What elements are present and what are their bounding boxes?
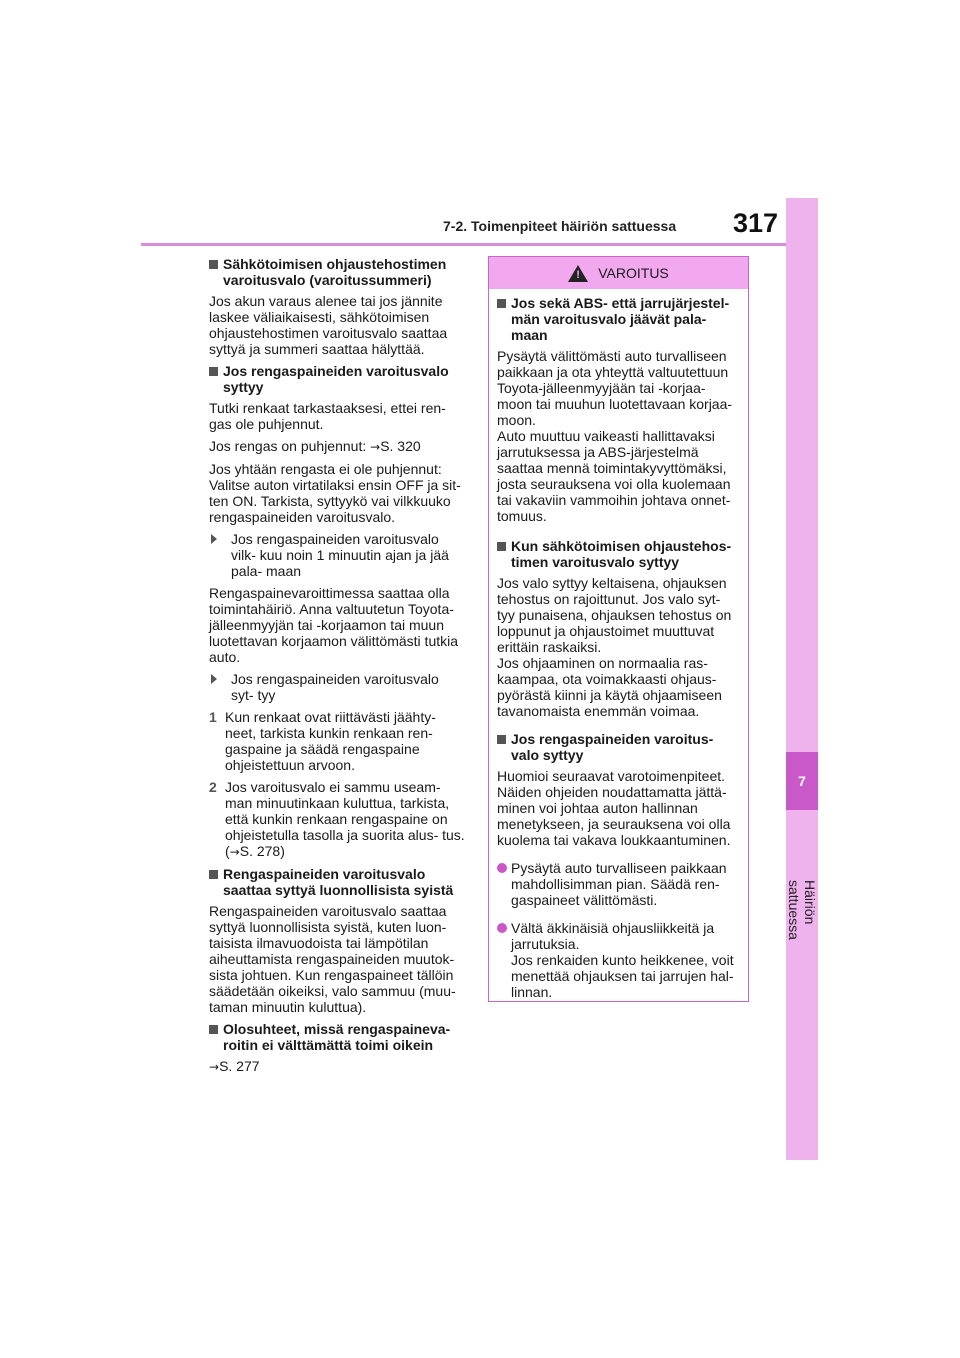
triangle-bullet-icon xyxy=(211,534,227,544)
dot-bullet: Vältä äkkinäisiä ohjausliikkeitä ja jarrutuksia. Jos renkaiden kunto heikkenee, voit menettää ohjauksen tai jarrujen hal- linnan. xyxy=(497,920,740,1000)
paragraph: Tutki renkaat tarkastaaksesi, ettei ren- gas ole puhjennut. xyxy=(209,400,446,432)
paragraph: Jos akun varaus alenee tai jos jännite laskee väliaikaisesti, sähkötoimisen ohjaustehostimen varoitusvalo saattaa syttyä ja summeri saattaa hälyttää. xyxy=(209,293,448,357)
arrow-icon: → xyxy=(229,845,240,859)
square-bullet-icon xyxy=(209,1025,218,1034)
paragraph: Auto muuttuu vaikeasti hallittavaksi jarrutuksessa ja ABS-järjestelmä saattaa mennä toimintakyvyttömäksi, josta seurauksena voi olla kuolemaan tai vakaviin vammoihin johtava onnet- tomuus. xyxy=(497,428,731,524)
page-reference-link[interactable]: S. 277 xyxy=(219,1058,260,1074)
page-number: 317 xyxy=(733,208,779,238)
paragraph: Jos yhtään rengasta ei ole puhjennut: Valitse auton virtatilaksi ensin OFF ja sit- ten ON. Tarkista, syttyykö vai vilkkuuko rengaspaineiden varoitusvalo. xyxy=(209,461,461,525)
arrow-icon: → xyxy=(209,1060,220,1074)
left-column xyxy=(209,256,465,1081)
warning-box xyxy=(488,256,749,1002)
warning-header xyxy=(489,257,748,289)
circle-bullet-icon xyxy=(497,863,507,873)
warning-heading: Jos rengaspaineiden varoitus- valo syttyy xyxy=(497,731,740,763)
chapter-number[interactable]: 7 xyxy=(786,752,818,810)
warning-title: VAROITUS xyxy=(598,265,669,281)
triangle-bullet-icon xyxy=(211,674,227,684)
circle-bullet-icon xyxy=(497,923,507,933)
paragraph: Jos ohjaaminen on normaalia ras- kaampaa, ota voimakkaasti ohjaus- pyörästä kiinni ja käytä ohjaamiseen tavanomaista enemmän voimaa. xyxy=(497,655,722,719)
chapter-side-tab[interactable] xyxy=(786,198,818,1160)
square-bullet-icon xyxy=(497,299,506,308)
square-bullet-icon xyxy=(209,870,218,879)
header-divider xyxy=(141,243,787,246)
chapter-label: Häiriön sattuessa xyxy=(786,880,818,940)
numbered-step: 1 Kun renkaat ovat riittävästi jäähty- neet, tarkista kunkin renkaan ren- gaspaine ja säädä rengaspaine ohjeistettuun arvoon. xyxy=(209,709,436,773)
warning-heading: Jos sekä ABS- että jarrujärjestel- män varoitusvalo jäävät pala- maan xyxy=(497,295,740,343)
warning-triangle-icon: ! xyxy=(568,265,588,282)
square-bullet-icon xyxy=(497,735,506,744)
page-reference-link[interactable]: S. 320 xyxy=(380,438,421,454)
section-title: 7-2. Toimenpiteet häiriön sattuessa xyxy=(443,218,677,234)
warning-heading: Kun sähkötoimisen ohjaustehos- timen varoitusvalo syttyy xyxy=(497,538,740,570)
paragraph: Rengaspaineiden varoitusvalo saattaa syttyä luonnollisista syistä, kuten luon- taisista ilmavuodoista tai lämpötilan aiheuttamista rengaspaineiden muutok- sista johtuen. Kun rengaspaineet tällöin säädetään oikeiksi, valo sammuu (muu- taman minuutin kuluttua). xyxy=(209,903,456,1015)
square-bullet-icon xyxy=(209,260,218,269)
sub-bullet: Jos rengaspaineiden varoitusvalo syt- tyy xyxy=(209,671,465,703)
square-bullet-icon xyxy=(209,367,218,376)
section-heading: Jos rengaspaineiden varoitusvalo syttyy xyxy=(209,363,465,395)
paragraph: Pysäytä välittömästi auto turvalliseen paikkaan ja ota yhteyttä valtuutettuun Toyota-jälleenmyyjään tai -korjaa- moon tai muuhun luotettavaan korjaa- moon. xyxy=(497,348,733,428)
numbered-step: 2 Jos varoitusvalo ei sammu useam- man minuutinkaan kuluttua, tarkista, että kunkin renkaan rengaspaine on ohjeistetulla tasolla ja suorita alus- tus. (→S. 278) xyxy=(209,779,465,859)
paragraph: Huomioi seuraavat varotoimenpiteet. Näiden ohjeiden noudattamatta jättä- minen voi johtaa auton hallinnan menetykseen, ja seurauksena voi olla kuolema tai vakava loukkaantuminen. xyxy=(497,768,731,848)
arrow-icon: → xyxy=(370,440,381,454)
paragraph: Jos valo syttyy keltaisena, ohjauksen tehostus on rajoittunut. Jos valo syt- tyy punaisena, ohjauksen tehostus on loppunut ja ohjaustoimet muuttuvat erittäin raskaiksi. xyxy=(497,575,732,655)
square-bullet-icon xyxy=(497,542,506,551)
page-reference-link[interactable]: S. 278 xyxy=(239,843,281,859)
section-heading: Rengaspaineiden varoitusvalo saattaa syttyä luonnollisista syistä xyxy=(209,866,465,898)
section-heading: Olosuhteet, missä rengaspaineva- roitin ei välttämättä toimi oikein xyxy=(209,1021,465,1053)
section-heading: Sähkötoimisen ohjaustehostimen varoitusvalo (varoitussummeri) xyxy=(209,256,465,288)
reference-paragraph xyxy=(209,1058,465,1075)
dot-bullet: Pysäytä auto turvalliseen paikkaan mahdollisimman pian. Säädä ren- gaspaineet välittömästi. xyxy=(497,860,740,908)
paragraph-with-reference: Jos rengas on puhjennut: →S. 320 xyxy=(209,438,421,454)
sub-bullet: Jos rengaspaineiden varoitusvalo vilk- kuu noin 1 minuutin ajan ja jää pala- maan xyxy=(209,531,465,579)
paragraph: Rengaspainevaroittimessa saattaa olla toimintahäiriö. Anna valtuutetun Toyota- jälleenmyyjän tai -korjaamon tai muun luotettavan korjaamon välittömästi tutkia auto. xyxy=(209,585,459,665)
